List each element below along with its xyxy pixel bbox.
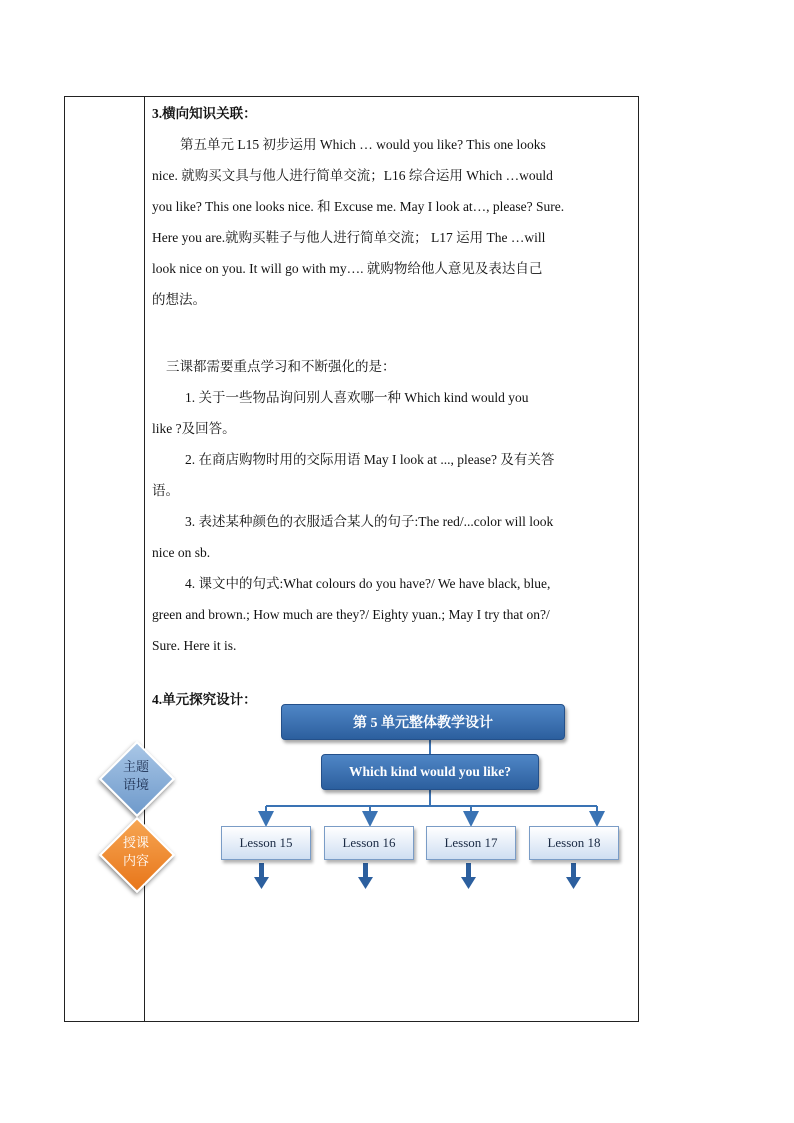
para-line: you like? This one looks nice. 和 Excuse me. May I look at…, please? Sure. — [152, 199, 565, 214]
section3-heading: 3.横向知识关联： — [152, 106, 257, 121]
list-item: 2. 在商店购物时用的交际用语 May I look at ..., please? 及有关答 语。 — [152, 452, 555, 498]
list-item: 1. 关于一些物品询问别人喜欢哪一种 Which kind would you like ?及回答。 — [152, 390, 529, 436]
para-line: nice. 就购买文具与他人进行简单交流；L16 综合运用 Which …would — [152, 168, 553, 183]
content-label: 授课 内容 — [122, 836, 149, 869]
diagram-connectors — [65, 97, 640, 1023]
lesson-18-box: Lesson 18 — [529, 826, 619, 860]
lesson-17-box: Lesson 17 — [426, 826, 516, 860]
theme-label: 主题 语境 — [122, 760, 149, 793]
diagram-question-box: Which kind would you like? — [321, 754, 539, 790]
para-line: Here you are.就购买鞋子与他人进行简单交流； L17 运用 The …will — [152, 230, 546, 245]
section4-heading: 4.单元探究设计： — [152, 692, 257, 707]
para-line: 第五单元 L15 初步运用 Which … would you like? This one looks — [180, 137, 546, 152]
diagram-title-box: 第 5 单元整体教学设计 — [281, 704, 565, 740]
lesson-16-box: Lesson 16 — [324, 826, 414, 860]
intro-line: 三课都需要重点学习和不断强化的是： — [166, 359, 396, 374]
list-item: 4. 课文中的句式:What colours do you have?/ We have black, blue, green and brown.; How much are they?/ Eighty yuan.; May I try that on?/ Sure. Here it is. — [152, 576, 551, 653]
list-item: 3. 表述某种颜色的衣服适合某人的句子:The red/...color will look nice on sb. — [152, 514, 554, 560]
document-table — [64, 96, 639, 1022]
para-line: look nice on you. It will go with my…. 就购物给他人意见及表达自己 — [152, 261, 543, 276]
para-line: 的想法。 — [152, 292, 206, 307]
lesson-15-box: Lesson 15 — [221, 826, 311, 860]
